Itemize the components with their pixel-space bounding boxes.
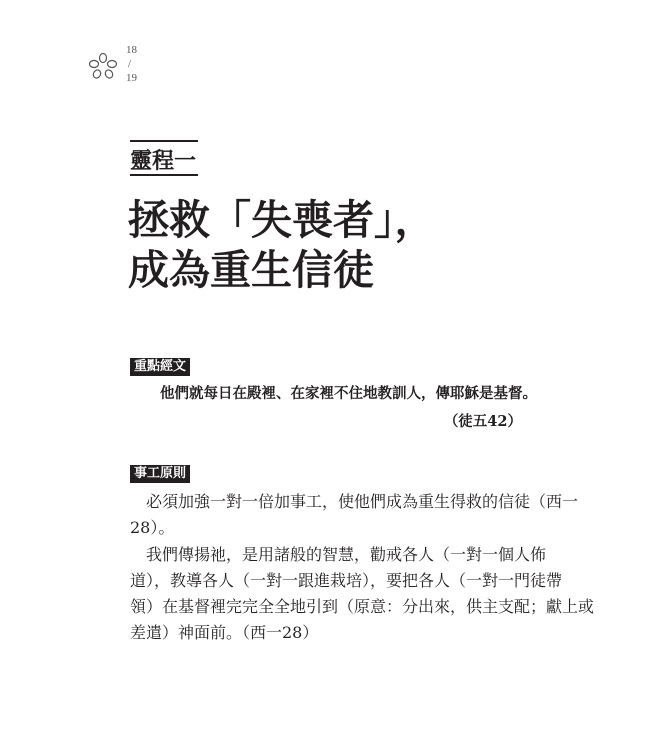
principles-line: 道），教導各人（一對一跟進栽培），要把各人（一對一門徒帶	[130, 571, 563, 590]
chapter-label: 靈程一	[130, 148, 197, 174]
chapter-rule-top	[130, 140, 198, 142]
principles-heading: 事工原則	[130, 465, 190, 483]
principles-line: 28）。	[130, 518, 175, 537]
principles-line: 領）在基督裡完完全全地引到（原意：分出來，供主支配；獻上或	[130, 597, 595, 616]
flower-ornament-icon	[88, 52, 118, 80]
principles-line: 我們傳揚祂，是用諸般的智慧，勸戒各人（一對一個人佈	[130, 545, 547, 564]
key-verse-text: 他們就每日在殿裡、在家裡不住地教訓人，傳耶穌是基督。	[160, 385, 537, 402]
page-separator: /	[128, 58, 132, 70]
chapter-title-line-1: 拯救「失喪者」，	[128, 196, 436, 244]
page-number-right: 19	[126, 72, 137, 84]
key-verse-heading: 重點經文	[130, 358, 190, 376]
key-verse-reference: （徒五42）	[443, 413, 522, 430]
principles-line: 必須加強一對一倍加事工，使他們成為重生得救的信徒（西一	[130, 492, 579, 511]
chapter-rule-bottom	[130, 174, 198, 176]
principles-line: 差遣）神面前。（西一28）	[130, 623, 319, 642]
page-number-left: 18	[126, 44, 137, 56]
chapter-title-line-2: 成為重生信徒	[128, 246, 374, 294]
